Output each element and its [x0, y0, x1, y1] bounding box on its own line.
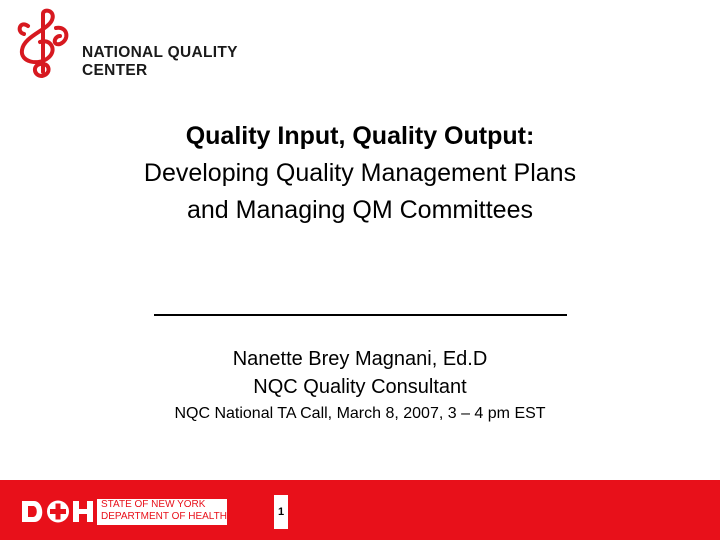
footer-bar — [0, 480, 720, 540]
nqc-logo — [12, 8, 282, 80]
title-line-2: Developing Quality Management Plans — [143, 159, 577, 187]
agency-line-1: STATE OF NEW YORK — [101, 499, 206, 510]
page-number: 1 — [274, 495, 288, 529]
slide-title — [0, 118, 720, 229]
agency-label — [97, 499, 227, 525]
doh-logo-icon — [20, 498, 96, 525]
presenter-block — [0, 345, 720, 401]
event-info: NQC National TA Call, March 8, 2007, 3 – 4 pm EST — [174, 405, 546, 422]
title-line-3: and Managing QM Committees — [187, 196, 533, 224]
treble-clef-logo-icon — [12, 8, 74, 80]
logo-text: NATIONAL QUALITY CENTER — [82, 44, 238, 79]
presenter-name: Nanette Brey Magnani, Ed.D — [232, 348, 488, 370]
presenter-role: NQC Quality Consultant — [253, 376, 467, 398]
divider-line — [154, 314, 567, 316]
title-line-1: Quality Input, Quality Output: — [185, 122, 535, 150]
agency-line-2: DEPARTMENT OF HEALTH — [101, 511, 227, 522]
